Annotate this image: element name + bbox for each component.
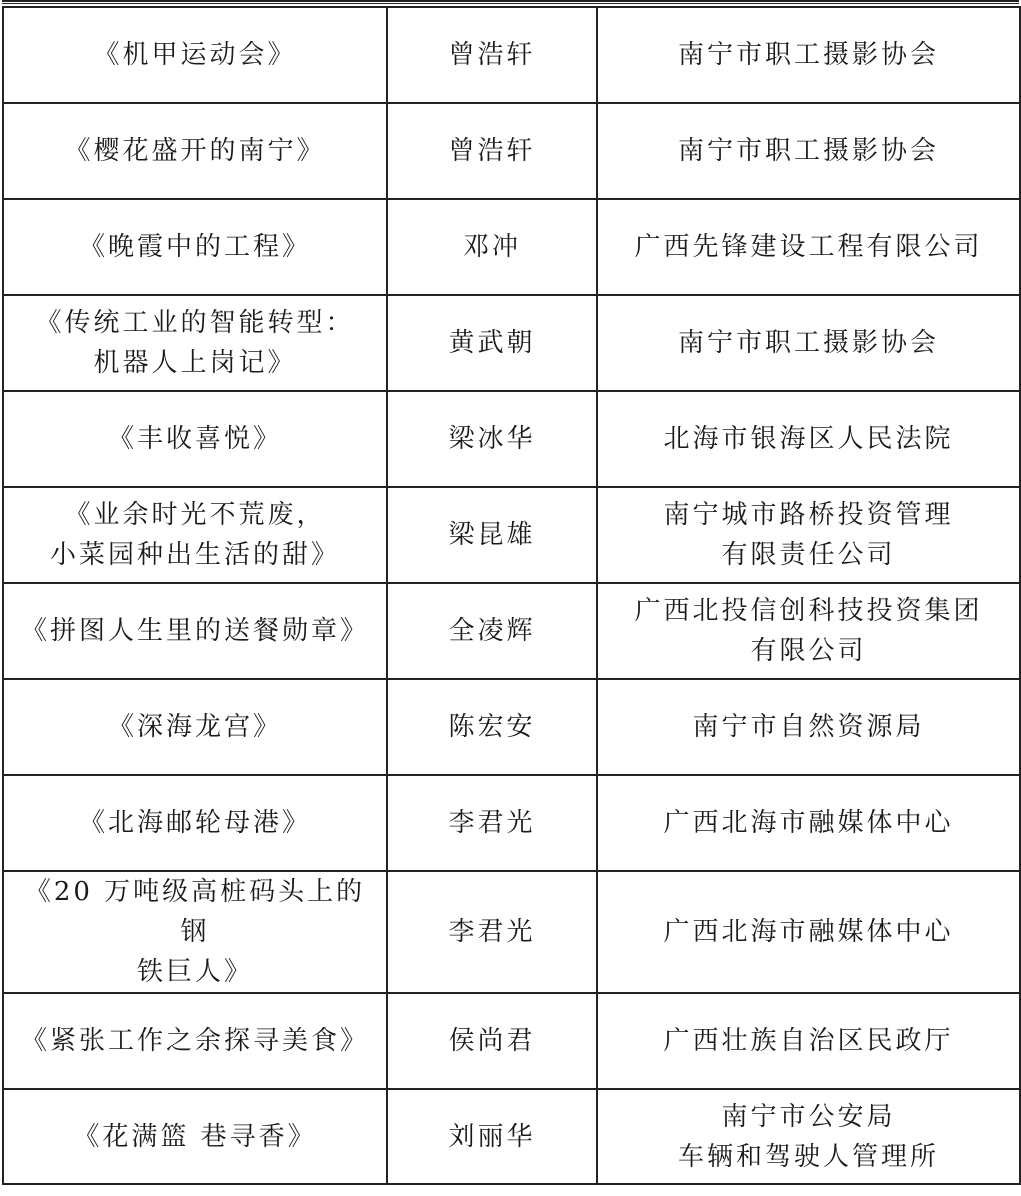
unit-cell: 南宁城市路桥投资管理 有限责任公司 xyxy=(597,487,1020,583)
author-cell: 侯尚君 xyxy=(387,993,597,1089)
author-cell: 曾浩轩 xyxy=(387,103,597,199)
table-row xyxy=(3,871,1020,993)
author-cell: 陈宏安 xyxy=(387,679,597,775)
work-title-cell: 《深海龙宫》 xyxy=(3,679,387,775)
unit-cell: 南宁市自然资源局 xyxy=(597,679,1020,775)
work-title-cell: 《紧张工作之余探寻美食》 xyxy=(3,993,387,1089)
unit-cell: 南宁市公安局 车辆和驾驶人管理所 xyxy=(597,1089,1020,1184)
unit-cell: 广西北投信创科技投资集团 有限公司 xyxy=(597,583,1020,679)
top-border-rule xyxy=(2,0,1019,4)
author-cell: 李君光 xyxy=(387,871,597,993)
author-cell: 全凌辉 xyxy=(387,583,597,679)
author-cell: 梁昆雄 xyxy=(387,487,597,583)
award-list-document xyxy=(2,0,1019,1196)
work-title-cell: 《传统工业的智能转型： 机器人上岗记》 xyxy=(3,295,387,391)
table-row xyxy=(3,1089,1020,1184)
table-row xyxy=(3,487,1020,583)
unit-cell: 南宁市职工摄影协会 xyxy=(597,295,1020,391)
table-row xyxy=(3,679,1020,775)
unit-cell: 南宁市职工摄影协会 xyxy=(597,103,1020,199)
unit-cell: 广西先锋建设工程有限公司 xyxy=(597,199,1020,295)
table-row xyxy=(3,199,1020,295)
work-title-cell: 《北海邮轮母港》 xyxy=(3,775,387,871)
unit-cell: 广西壮族自治区民政厅 xyxy=(597,993,1020,1089)
unit-cell: 广西北海市融媒体中心 xyxy=(597,775,1020,871)
author-cell: 邓冲 xyxy=(387,199,597,295)
unit-cell: 北海市银海区人民法院 xyxy=(597,391,1020,487)
work-title-cell: 《晚霞中的工程》 xyxy=(3,199,387,295)
work-title-cell: 《丰收喜悦》 xyxy=(3,391,387,487)
unit-cell: 南宁市职工摄影协会 xyxy=(597,7,1020,103)
work-title-cell: 《拼图人生里的送餐勋章》 xyxy=(3,583,387,679)
table-row xyxy=(3,583,1020,679)
table-row xyxy=(3,391,1020,487)
author-cell: 李君光 xyxy=(387,775,597,871)
table-row xyxy=(3,295,1020,391)
work-title-cell: 《花满篮 巷寻香》 xyxy=(3,1089,387,1184)
unit-cell: 广西北海市融媒体中心 xyxy=(597,871,1020,993)
table-row xyxy=(3,7,1020,103)
award-table xyxy=(2,6,1021,1185)
table-row xyxy=(3,775,1020,871)
table-row xyxy=(3,103,1020,199)
author-cell: 黄武朝 xyxy=(387,295,597,391)
work-title-cell: 《樱花盛开的南宁》 xyxy=(3,103,387,199)
author-cell: 刘丽华 xyxy=(387,1089,597,1184)
work-title-cell: 《业余时光不荒废， 小菜园种出生活的甜》 xyxy=(3,487,387,583)
work-title-cell: 《机甲运动会》 xyxy=(3,7,387,103)
table-row xyxy=(3,993,1020,1089)
author-cell: 梁冰华 xyxy=(387,391,597,487)
author-cell: 曾浩轩 xyxy=(387,7,597,103)
work-title-cell: 《20 万吨级高桩码头上的钢 铁巨人》 xyxy=(3,871,387,993)
